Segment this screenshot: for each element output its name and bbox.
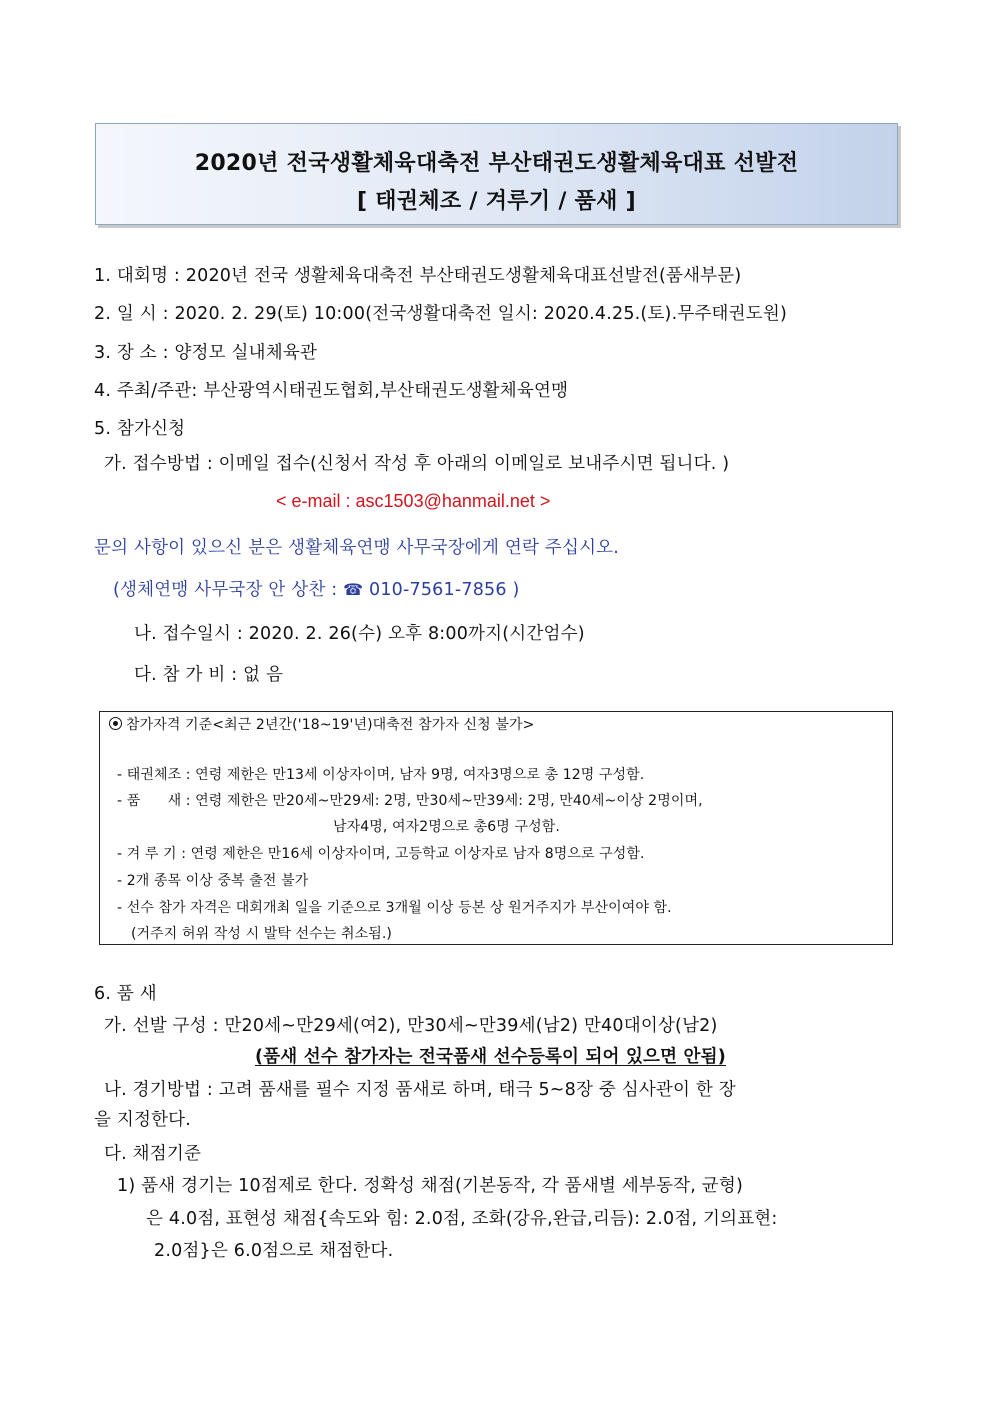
poomsae-method-cont: 을 지정한다. [94,1110,192,1130]
criteria-residence: - 선수 참가 자격은 대회개최 일을 기준으로 3개월 이상 등본 상 원거주지가 부산이여야 함. [117,900,672,916]
document-subtitle: [ 태권체조 / 겨루기 / 품새 ] [356,189,637,214]
scoring-title: 다. 채점기준 [104,1144,202,1164]
criteria-poomsae-cont: 남자4명, 여자2명으로 총6명 구성함. [333,819,560,835]
item-fee: 다. 참 가 비 : 없 음 [134,665,284,685]
contact-prefix: (생체연맹 사무국장 안 상찬 : [113,580,344,600]
eligibility-criteria-box [99,711,893,945]
poomsae-note: (품새 선수 참가자는 전국품새 선수등록이 되어 있으면 안됨) [255,1047,726,1067]
criteria-sparring: - 겨 루 기 : 연령 제한은 만16세 이상자이며, 고등학교 이상자로 남자 8명으로 구성함. [117,846,645,862]
scoring-rule-1: 1) 품새 경기는 10점제로 한다. 정확성 채점(기본동작, 각 품새별 세부동작, 균형) [117,1176,744,1196]
criteria-duplicate: - 2개 종목 이상 중복 출전 불가 [117,873,309,889]
phone-icon: ☎ [343,580,364,599]
item-registration-date: 나. 접수일시 : 2020. 2. 26(수) 오후 8:00까지(시간엄수) [134,624,585,644]
criteria-poomsae: - 품 새 : 연령 제한은 만20세~만29세: 2명, 만30세~만39세: 2명, 만40세~이상 2명이며, [117,793,703,809]
email-address: < e-mail : asc1503@hanmail.net > [276,491,551,511]
criteria-header [109,714,534,734]
contact-phone: 010-7561-7856 ) [363,580,520,600]
item-registration: 5. 참가신청 [94,419,186,439]
document-title: 2020년 전국생활체육대축전 부산태권도생활체육대표 선발전 [194,151,799,176]
section-poomsae-title: 6. 품 새 [94,984,157,1004]
poomsae-method: 나. 경기방법 : 고려 품새를 필수 지정 품새로 하며, 태극 5~8장 중 심사관이 한 장 [104,1080,736,1100]
item-event-name: 1. 대회명 : 2020년 전국 생활체육대축전 부산태권도생활체육대표선발전(품새부문) [94,266,742,286]
radio-bullet-icon [109,717,122,730]
item-host: 4. 주최/주관: 부산광역시태권도협회,부산태권도생활체육연맹 [94,381,569,401]
criteria-header-text: 참가자격 기준<최근 2년간('18~19'년)대축전 참가자 신청 불가> [126,717,535,733]
contact-line [113,576,520,601]
item-venue: 3. 장 소 : 양정모 실내체육관 [94,343,318,363]
item-date: 2. 일 시 : 2020. 2. 29(토) 10:00(전국생활대축전 일시: 2020.4.25.(토).무주태권도원) [94,304,787,324]
contact-note: 문의 사항이 있으신 분은 생활체육연맹 사무국장에게 연락 주십시오. [94,538,620,558]
criteria-residence-note: (거주지 허위 작성 시 발탁 선수는 취소됨.) [131,926,392,942]
scoring-rule-1-cont: 은 4.0점, 표현성 채점{속도와 힘: 2.0점, 조화(강유,완급,리듬): 2.0점, 기의표현: [146,1209,778,1229]
item-registration-method: 가. 접수방법 : 이메일 접수(신청서 작성 후 아래의 이메일로 보내주시면 됩니다. ) [104,454,730,474]
title-box [95,123,898,225]
criteria-taekwon-aerobics: - 태권체조 : 연령 제한은 만13세 이상자이며, 남자 9명, 여자3명으로 총 12명 구성함. [117,767,645,783]
poomsae-selection: 가. 선발 구성 : 만20세~만29세(여2), 만30세~만39세(남2) 만40대이상(남2) [104,1016,718,1036]
scoring-rule-1-end: 2.0점}은 6.0점으로 채점한다. [154,1241,394,1261]
